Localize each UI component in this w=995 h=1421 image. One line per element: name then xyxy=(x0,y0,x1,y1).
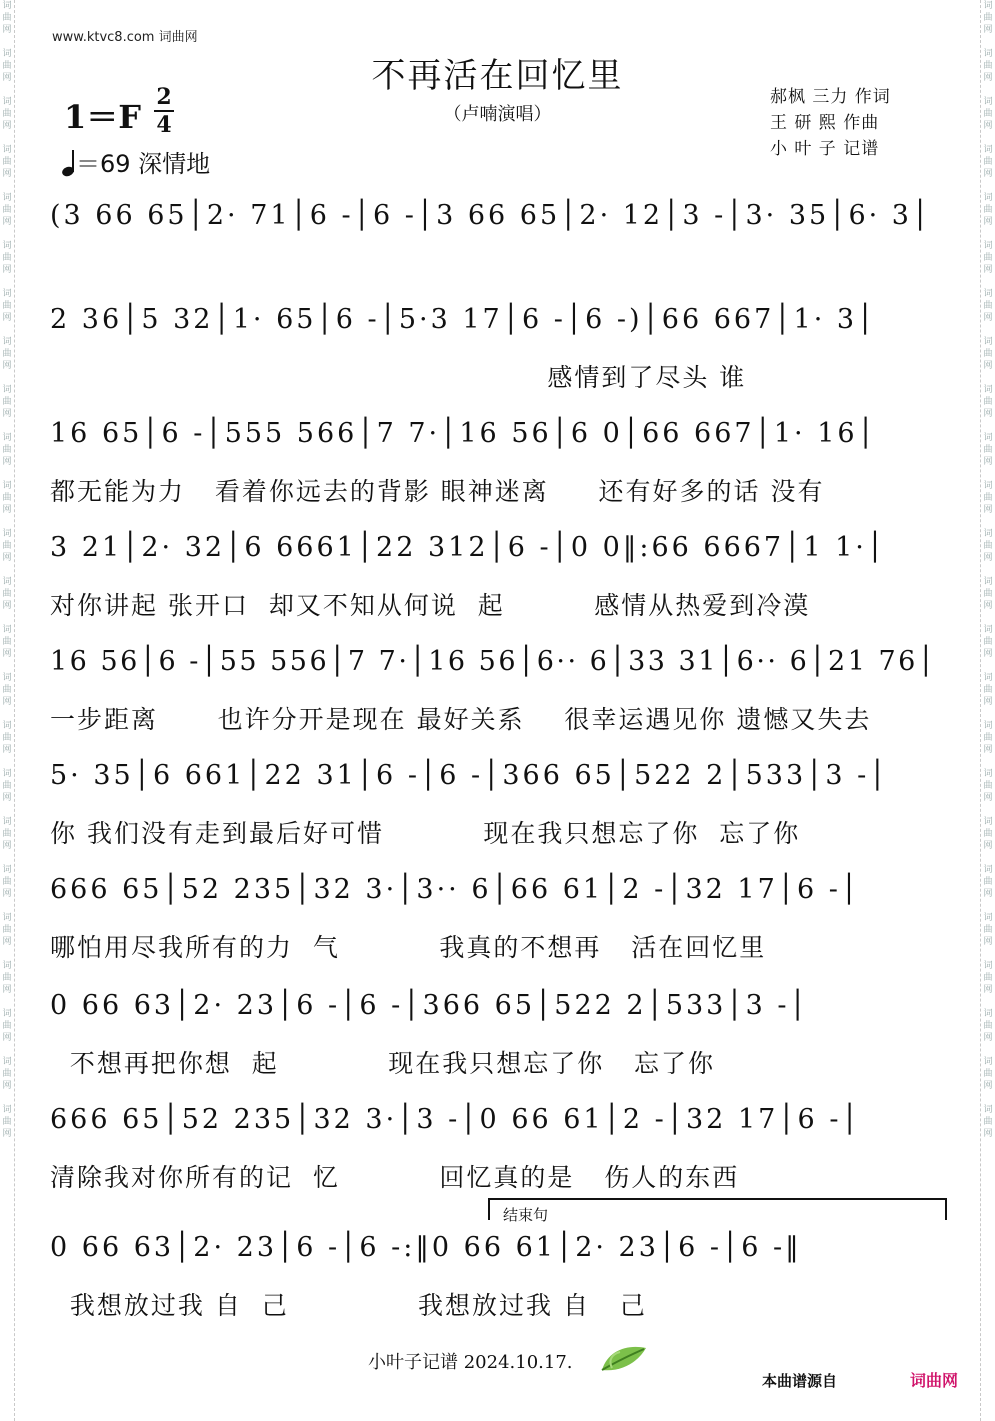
lyrics-line: 一步距离 也许分开是现在 最好关系 很幸运遇见你 遗憾又失去 xyxy=(50,705,872,734)
website-header: www.ktvc8.com 词曲网 xyxy=(52,30,198,45)
brand-logo-text: 词曲网 xyxy=(910,1371,959,1390)
notation-line: 3 21│2· 32│6 6661│22 312│6 -│0 0‖:66 6667│1 1·│ xyxy=(50,532,887,563)
ending-label: 结束句 xyxy=(503,1206,549,1224)
lyrics-line: 清除我对你所有的记 忆 回忆真的是 伤人的东西 xyxy=(50,1163,740,1192)
time-signature xyxy=(154,86,174,136)
notation-line: 0 66 63│2· 23│6 -│6 -│366 65│522 2│533│3 -│ xyxy=(50,990,809,1021)
credit-composer: 王 研 熙 作曲 xyxy=(770,113,880,133)
time-signature-bottom: 4 xyxy=(156,112,172,138)
notation-line: 2 36│5 32│1· 65│6 -│5·3 17│6 -│6 -)│66 667│1· 3│ xyxy=(50,304,877,335)
notation-line: 16 56│6 -│55 556│7 7·│16 56│6·· 6│33 31│6·· 6│21 76│ xyxy=(50,646,937,677)
notation-line: 666 65│52 235│32 3·│3 -│0 66 61│2 -│32 17│6 -│ xyxy=(50,1104,861,1135)
left-watermark-strip: 词 曲 网 词 曲 网 词 曲 网 词 曲 网 词 曲 网 词 曲 网 词 曲 网 词 曲 网 词 曲 网 词 曲 网 词 曲 网 词 曲 网 词 曲 网 词 曲 网 词 曲 网 词 曲 网 词 曲 网 词 曲 网 词 曲 网 词 曲 网 词 曲 网 词 曲 网 词 曲 网 词 曲 网 xyxy=(0,0,15,1421)
tempo-marking xyxy=(62,144,210,179)
lyrics-line: 对你讲起 张开口 却又不知从何说 起 感情从热爱到冷漠 xyxy=(50,591,811,620)
notation-line: 666 65│52 235│32 3·│3·· 6│66 61│2 -│32 17│6 -│ xyxy=(50,874,861,905)
notation-line: (3 66 65│2· 71│6 -│6 -│3 66 65│2· 12│3 -│3· 35│6· 3│ xyxy=(50,200,932,231)
key-signature: 1＝F xyxy=(64,98,141,136)
ending-bracket xyxy=(488,1198,947,1220)
tempo-text: ＝69 深情地 xyxy=(76,150,211,178)
leaf-icon xyxy=(598,1340,650,1376)
lyrics-line: 不想再把你想 起 现在我只想忘了你 忘了你 xyxy=(50,1049,716,1078)
singer-line: （卢喃演唱） xyxy=(443,104,552,125)
notation-line: 16 65│6 -│555 566│7 7·│16 56│6 0│66 667│1· 16│ xyxy=(50,418,877,449)
lyrics-line: 都无能为力 看着你远去的背影 眼神迷离 还有好多的话 没有 xyxy=(50,477,825,506)
credit-transcriber: 小 叶 子 记谱 xyxy=(770,139,880,159)
footer-signature: 小叶子记谱 2024.10.17. xyxy=(368,1352,573,1373)
credits-block xyxy=(770,84,891,162)
time-signature-top: 2 xyxy=(156,84,172,110)
notation-line: 0 66 63│2· 23│6 -│6 -:‖0 66 61│2· 23│6 -│6 -‖ xyxy=(50,1232,802,1263)
lyrics-line: 哪怕用尽我所有的力 气 我真的不想再 活在回忆里 xyxy=(50,933,767,962)
lyrics-line: 感情到了尽头 谁 xyxy=(50,363,747,392)
lyrics-line: 我想放过我 自 己 我想放过我 自 己 xyxy=(50,1291,647,1320)
lyrics-line: 你 我们没有走到最后好可惜 现在我只想忘了你 忘了你 xyxy=(50,819,801,848)
song-title: 不再活在回忆里 xyxy=(371,56,624,96)
quarter-note-icon xyxy=(62,150,76,176)
notation-line: 5· 35│6 661│22 31│6 -│6 -│366 65│522 2│533│3 -│ xyxy=(50,760,889,791)
credit-lyricist: 郝枫 三力 作词 xyxy=(770,87,891,107)
right-watermark-strip: 词 曲 网 词 曲 网 词 曲 网 词 曲 网 词 曲 网 词 曲 网 词 曲 网 词 曲 网 词 曲 网 词 曲 网 词 曲 网 词 曲 网 词 曲 网 词 曲 网 词 曲 网 词 曲 网 词 曲 网 词 曲 网 词 曲 网 词 曲 网 词 曲 网 词 曲 网 词 曲 网 词 曲 网 xyxy=(980,0,995,1421)
source-text: 本曲谱源自 xyxy=(762,1372,838,1390)
